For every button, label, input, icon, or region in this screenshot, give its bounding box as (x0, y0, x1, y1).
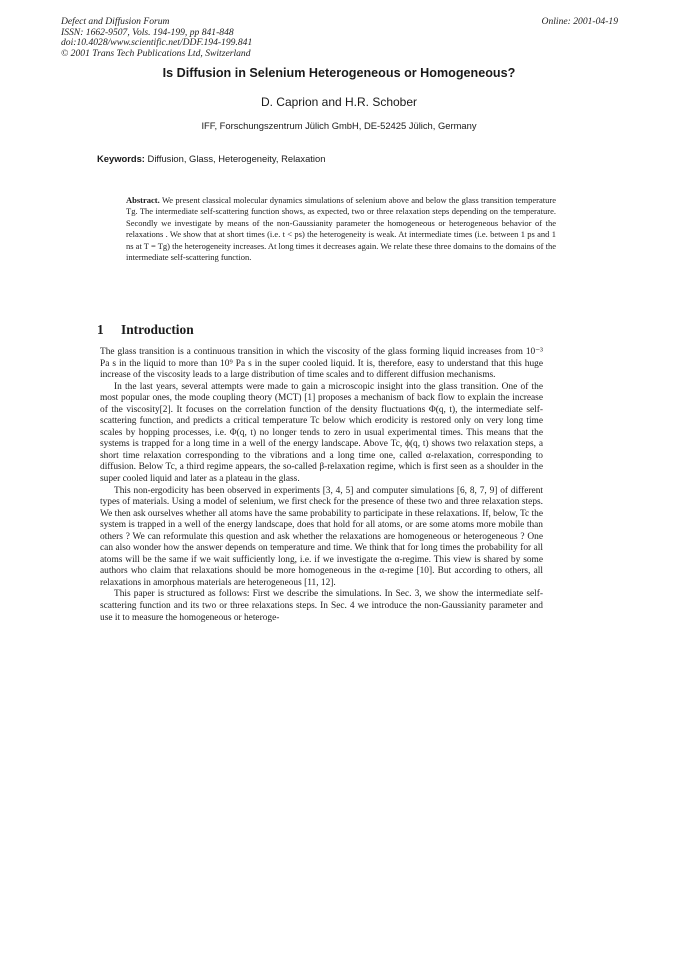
copyright-line: © 2001 Trans Tech Publications Ltd, Switzerland (61, 47, 251, 59)
paragraph-3: This non-ergodicity has been observed in experiments [3, 4, 5] and computer simulations [6, 8, 7, 9] of different types of materials. Using a model of selenium, we first check for the presence of these two and three relaxation steps. We then ask ourselves whether all atoms have the same probability to participate in these relaxations. If, below, Tc the system is trapped in a well of the energy landscape, does that hold for all atoms, or are some atoms more mobile than others ? We can reformulate this question and ask whether the relaxations are homogeneous or heterogeneous ? One can also wonder how the answer depends on temperature and time. We think that for long times the probability for all atoms will be the same if we wait sufficiently long, i.e. if we investigate the α-regime. This view is shared by some authors who claim that relaxations should be more homogeneous in the α-regime [10]. But according to others, all relaxations in amorphous materials are heterogeneous [11, 12]. (100, 485, 543, 588)
keywords-text: Diffusion, Glass, Heterogeneity, Relaxation (147, 153, 326, 164)
affiliation: IFF, Forschungszentrum Jülich GmbH, DE-52425 Jülich, Germany (201, 120, 477, 131)
body-text (100, 347, 543, 624)
abstract-text: We present classical molecular dynamics simulations of selenium above and below the glass transition temperature Tg. The intermediate self-scattering function shows, as expected, two or three relaxation steps depending on the temperature. Secondly we investigate by means of the non-Gaussianity parameter the homogeneous or heterogeneous behavior of the relaxations . We show that at short times (i.e. t < ps) the heterogeneity is weak. At intermediate times (i.e. between 1 ps and 1 ns at T = Tg) the heterogeneity increases. At long times it decreases again. We relate these three domains to the domains of the intermediate self-scattering function. (126, 195, 557, 263)
journal-name: Defect and Diffusion Forum (61, 16, 170, 27)
keywords (97, 153, 325, 164)
abstract-label: Abstract. (126, 195, 160, 205)
doi-line: doi:10.4028/www.scientific.net/DDF.194-199.841 (61, 37, 253, 49)
section-heading (97, 322, 194, 338)
journal-header (61, 17, 252, 59)
paragraph-4: This paper is structured as follows: First we describe the simulations. In Sec. 3, we show the intermediate self-scattering function and its two or three relaxations steps. In Sec. 4 we introduce the non-Gaussianity parameter and use it to measure the homogeneous or heteroge- (100, 589, 543, 623)
abstract (126, 195, 556, 263)
issn-line: ISSN: 1662-9507, Vols. 194-199, pp 841-848 (61, 26, 234, 38)
paragraph-1: The glass transition is a continuous transition in which the viscosity of the glass forming liquid increases from 10⁻³ Pa s in the liquid to more than 10⁹ Pa s in the super cooled liquid. It is, therefore, easy to understand that this huge increase of the viscosity leads to a large distribution of time scales and to different diffusion mechanisms. (100, 347, 543, 381)
section-number: 1 (97, 322, 104, 337)
paragraph-2: In the last years, several attempts were made to gain a microscopic insight into the glass transition. One of the most popular ones, the mode coupling theory (MCT) [1] proposes a mechanism of back flow to explain the increase of the viscosity[2]. It focuses on the correlation function of the density fluctuations Φ(q, t), the intermediate self-scattering function, and predicts a critical temperature Tc below which erodicity is restored only on very long time scales by hopping processes, i.e. Φ(q, t) no longer tends to zero in usual experimental times. This means that the systems is trapped for a long time in a well of the energy landscape. Above Tc, ϕ(q, t) shows two relaxation steps, a short time relaxation corresponding to the vibrations and a long time one, called α-relaxation, corresponding to diffusion. Below Tc, a third regime appears, the so-called β-relaxation regime, which is first seen as a shoulder in the super cooled liquid and later as a plateau in the glass. (100, 381, 543, 485)
section-title: Introduction (121, 322, 194, 337)
paper-title: Is Diffusion in Selenium Heterogeneous or Homogeneous? (162, 66, 516, 80)
keywords-label: Keywords: (97, 153, 145, 164)
authors: D. Caprion and H.R. Schober (260, 95, 418, 109)
online-date: Online: 2001-04-19 (541, 16, 618, 27)
